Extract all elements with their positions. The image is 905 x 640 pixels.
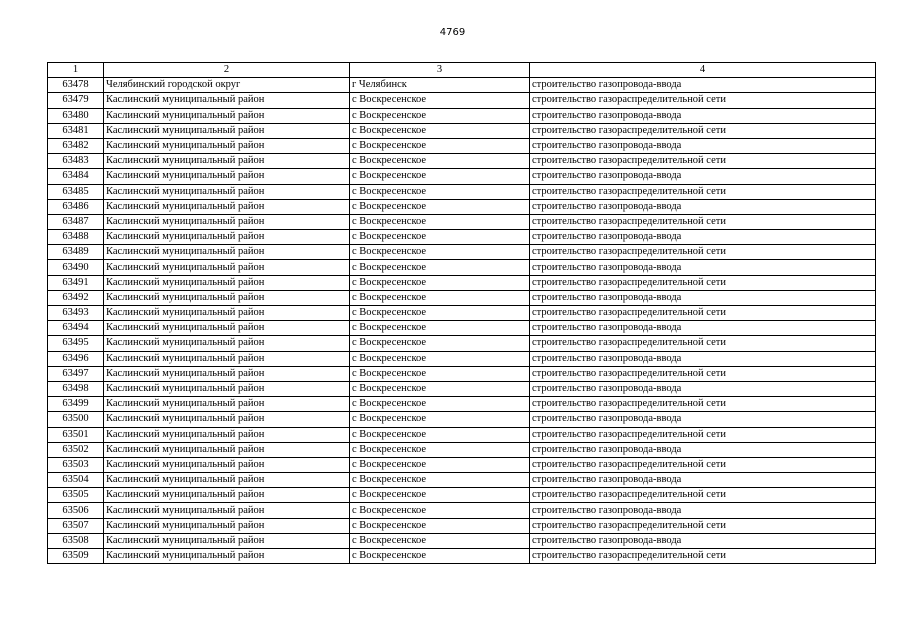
cell-number: 63502 [48,442,104,457]
cell-number: 63478 [48,78,104,93]
cell-work-type: строительство газораспределительной сети [530,518,876,533]
cell-number: 63482 [48,138,104,153]
cell-settlement: с Воскресенское [350,154,530,169]
registry-table [47,62,876,564]
table-row [48,427,876,442]
cell-work-type: строительство газораспределительной сети [530,184,876,199]
cell-settlement: с Воскресенское [350,457,530,472]
cell-municipality: Каслинский муниципальный район [104,473,350,488]
cell-work-type: строительство газопровода-ввода [530,503,876,518]
cell-municipality: Каслинский муниципальный район [104,108,350,123]
cell-municipality: Каслинский муниципальный район [104,230,350,245]
cell-settlement: с Воскресенское [350,199,530,214]
column-header-1: 1 [48,63,104,78]
column-header-3: 3 [350,63,530,78]
cell-work-type: строительство газопровода-ввода [530,442,876,457]
cell-number: 63504 [48,473,104,488]
table-row [48,108,876,123]
cell-settlement: с Воскресенское [350,488,530,503]
cell-settlement: с Воскресенское [350,230,530,245]
table-row [48,518,876,533]
cell-municipality: Каслинский муниципальный район [104,457,350,472]
cell-settlement: с Воскресенское [350,184,530,199]
cell-number: 63486 [48,199,104,214]
table-row [48,336,876,351]
table-row [48,306,876,321]
cell-work-type: строительство газопровода-ввода [530,78,876,93]
table-row [48,533,876,548]
cell-work-type: строительство газораспределительной сети [530,397,876,412]
table-row [48,412,876,427]
table-row [48,184,876,199]
cell-work-type: строительство газораспределительной сети [530,123,876,138]
cell-number: 63485 [48,184,104,199]
cell-number: 63490 [48,260,104,275]
cell-settlement: с Воскресенское [350,518,530,533]
cell-number: 63487 [48,214,104,229]
cell-number: 63498 [48,381,104,396]
cell-work-type: строительство газопровода-ввода [530,351,876,366]
table-body [48,78,876,564]
column-header-2: 2 [104,63,350,78]
cell-work-type: строительство газопровода-ввода [530,290,876,305]
cell-number: 63489 [48,245,104,260]
cell-number: 63500 [48,412,104,427]
table-row [48,473,876,488]
table-row [48,199,876,214]
cell-work-type: строительство газораспределительной сети [530,245,876,260]
cell-settlement: с Воскресенское [350,306,530,321]
cell-settlement: с Воскресенское [350,351,530,366]
cell-municipality: Каслинский муниципальный район [104,503,350,518]
cell-settlement: г Челябинск [350,78,530,93]
cell-number: 63488 [48,230,104,245]
cell-work-type: строительство газораспределительной сети [530,336,876,351]
cell-municipality: Каслинский муниципальный район [104,169,350,184]
cell-municipality: Каслинский муниципальный район [104,306,350,321]
column-header-4: 4 [530,63,876,78]
cell-number: 63499 [48,397,104,412]
cell-settlement: с Воскресенское [350,93,530,108]
cell-settlement: с Воскресенское [350,381,530,396]
page-number: 4769 [439,27,466,38]
cell-number: 63508 [48,533,104,548]
cell-settlement: с Воскресенское [350,123,530,138]
table-row [48,381,876,396]
table-row [48,366,876,381]
cell-number: 63501 [48,427,104,442]
cell-municipality: Каслинский муниципальный район [104,275,350,290]
cell-number: 63484 [48,169,104,184]
cell-settlement: с Воскресенское [350,321,530,336]
cell-work-type: строительство газопровода-ввода [530,412,876,427]
table-row [48,123,876,138]
cell-municipality: Каслинский муниципальный район [104,442,350,457]
table-row [48,78,876,93]
cell-municipality: Каслинский муниципальный район [104,549,350,564]
cell-work-type: строительство газораспределительной сети [530,549,876,564]
cell-work-type: строительство газораспределительной сети [530,275,876,290]
cell-work-type: строительство газопровода-ввода [530,169,876,184]
cell-work-type: строительство газопровода-ввода [530,533,876,548]
table-row [48,290,876,305]
cell-municipality: Каслинский муниципальный район [104,290,350,305]
cell-work-type: строительство газораспределительной сети [530,214,876,229]
cell-municipality: Каслинский муниципальный район [104,427,350,442]
cell-work-type: строительство газораспределительной сети [530,306,876,321]
cell-number: 63496 [48,351,104,366]
cell-municipality: Каслинский муниципальный район [104,366,350,381]
cell-number: 63495 [48,336,104,351]
cell-municipality: Каслинский муниципальный район [104,412,350,427]
cell-settlement: с Воскресенское [350,366,530,381]
cell-settlement: с Воскресенское [350,290,530,305]
cell-municipality: Челябинский городской округ [104,78,350,93]
cell-settlement: с Воскресенское [350,108,530,123]
cell-municipality: Каслинский муниципальный район [104,214,350,229]
cell-work-type: строительство газопровода-ввода [530,108,876,123]
cell-settlement: с Воскресенское [350,169,530,184]
cell-number: 63481 [48,123,104,138]
cell-work-type: строительство газопровода-ввода [530,260,876,275]
table-row [48,169,876,184]
cell-settlement: с Воскресенское [350,503,530,518]
cell-work-type: строительство газопровода-ввода [530,321,876,336]
cell-work-type: строительство газораспределительной сети [530,457,876,472]
cell-municipality: Каслинский муниципальный район [104,245,350,260]
table-row [48,138,876,153]
cell-municipality: Каслинский муниципальный район [104,518,350,533]
cell-municipality: Каслинский муниципальный район [104,199,350,214]
table-row [48,503,876,518]
table-row [48,397,876,412]
cell-work-type: строительство газораспределительной сети [530,93,876,108]
table-row [48,245,876,260]
table-row [48,214,876,229]
cell-municipality: Каслинский муниципальный район [104,533,350,548]
table-row [48,457,876,472]
cell-work-type: строительство газопровода-ввода [530,199,876,214]
cell-municipality: Каслинский муниципальный район [104,260,350,275]
table-row [48,154,876,169]
table-row [48,321,876,336]
cell-number: 63491 [48,275,104,290]
cell-settlement: с Воскресенское [350,442,530,457]
cell-settlement: с Воскресенское [350,245,530,260]
table-row [48,230,876,245]
cell-settlement: с Воскресенское [350,533,530,548]
header-row [48,63,876,78]
cell-settlement: с Воскресенское [350,214,530,229]
cell-municipality: Каслинский муниципальный район [104,138,350,153]
cell-number: 63503 [48,457,104,472]
cell-number: 63480 [48,108,104,123]
cell-work-type: строительство газопровода-ввода [530,138,876,153]
cell-municipality: Каслинский муниципальный район [104,154,350,169]
cell-number: 63483 [48,154,104,169]
table-header [48,63,876,78]
cell-number: 63507 [48,518,104,533]
cell-settlement: с Воскресенское [350,412,530,427]
cell-settlement: с Воскресенское [350,336,530,351]
cell-settlement: с Воскресенское [350,427,530,442]
cell-work-type: строительство газопровода-ввода [530,473,876,488]
table-row [48,260,876,275]
cell-municipality: Каслинский муниципальный район [104,351,350,366]
table-row [48,549,876,564]
table-row [48,442,876,457]
cell-municipality: Каслинский муниципальный район [104,336,350,351]
cell-settlement: с Воскресенское [350,275,530,290]
cell-number: 63494 [48,321,104,336]
cell-settlement: с Воскресенское [350,260,530,275]
cell-work-type: строительство газораспределительной сети [530,427,876,442]
cell-number: 63509 [48,549,104,564]
cell-municipality: Каслинский муниципальный район [104,93,350,108]
cell-work-type: строительство газораспределительной сети [530,366,876,381]
cell-municipality: Каслинский муниципальный район [104,123,350,138]
cell-work-type: строительство газопровода-ввода [530,381,876,396]
cell-municipality: Каслинский муниципальный район [104,397,350,412]
cell-work-type: строительство газораспределительной сети [530,488,876,503]
table-row [48,275,876,290]
cell-work-type: строительство газопровода-ввода [530,230,876,245]
table-row [48,93,876,108]
cell-number: 63505 [48,488,104,503]
cell-municipality: Каслинский муниципальный район [104,381,350,396]
cell-settlement: с Воскресенское [350,549,530,564]
cell-number: 63497 [48,366,104,381]
cell-settlement: с Воскресенское [350,473,530,488]
cell-settlement: с Воскресенское [350,138,530,153]
cell-municipality: Каслинский муниципальный район [104,184,350,199]
cell-number: 63506 [48,503,104,518]
cell-municipality: Каслинский муниципальный район [104,321,350,336]
cell-settlement: с Воскресенское [350,397,530,412]
cell-number: 63479 [48,93,104,108]
cell-municipality: Каслинский муниципальный район [104,488,350,503]
cell-work-type: строительство газораспределительной сети [530,154,876,169]
cell-number: 63492 [48,290,104,305]
cell-number: 63493 [48,306,104,321]
table-row [48,351,876,366]
table-row [48,488,876,503]
